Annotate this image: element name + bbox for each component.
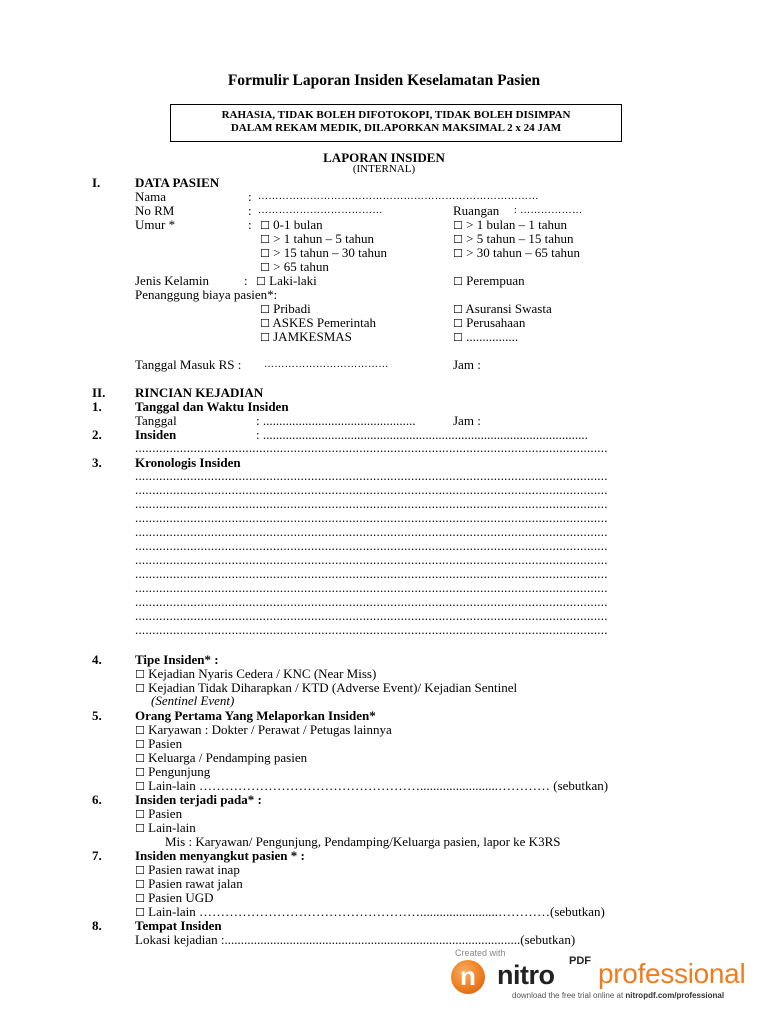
q1-number: 1. — [92, 399, 102, 414]
section-1-title: DATA PASIEN — [135, 175, 220, 190]
checkbox-icon[interactable]: ☐ — [260, 233, 270, 246]
kronologi-line[interactable]: ......................................................................................................................................... — [135, 483, 608, 497]
q6-number: 6. — [92, 792, 102, 807]
biaya-option-label: ASKES Pemerintah — [272, 315, 377, 330]
biaya-option-jamkesmas[interactable] — [260, 329, 352, 345]
kronologi-line[interactable]: ......................................................................................................................................... — [135, 469, 608, 483]
kronologi-line[interactable]: ......................................................................................................................................... — [135, 623, 608, 637]
biaya-option-label: JAMKESMAS — [273, 329, 352, 344]
q3-number: 3. — [92, 455, 102, 470]
nitro-logo-icon — [451, 960, 485, 994]
checkbox-icon[interactable]: ☐ — [135, 892, 145, 905]
umur-label: Umur * — [135, 217, 176, 232]
checkbox-icon[interactable]: ☐ — [260, 303, 270, 316]
checkbox-icon[interactable]: ☐ — [260, 317, 270, 330]
q5-option-label: Pasien — [148, 736, 183, 751]
penanggung-biaya-label: Penanggung biaya pasien*: — [135, 287, 278, 302]
checkbox-icon[interactable]: ☐ — [135, 906, 145, 919]
q2-title: Insiden — [135, 427, 177, 442]
ruangan-label: Ruangan — [453, 203, 500, 218]
nama-field[interactable]: ……………………………………………………………………… — [258, 191, 539, 202]
checkbox-icon[interactable]: ☐ — [135, 738, 145, 751]
tanggal-masuk-label: Tanggal Masuk RS : — [135, 357, 242, 372]
nama-colon: : — [248, 189, 252, 204]
umur-colon: : — [248, 217, 252, 232]
q7-option-label: Pasien rawat inap — [148, 862, 240, 877]
checkbox-icon[interactable]: ☐ — [135, 822, 145, 835]
q5-number: 5. — [92, 708, 102, 723]
kronologi-line[interactable]: ......................................................................................................................................... — [135, 539, 608, 553]
kronologi-line[interactable]: ......................................................................................................................................... — [135, 595, 608, 609]
nama-label: Nama — [135, 189, 167, 204]
notice-line-2: DALAM REKAM MEDIK, DILAPORKAN MAKSIMAL 2 x 24 JAM — [230, 122, 562, 134]
q7-option-label: Pasien rawat jalan — [148, 876, 243, 891]
umur-option-label: > 5 tahun – 15 tahun — [466, 231, 574, 246]
checkbox-icon[interactable]: ☐ — [453, 233, 463, 246]
no-rm-label: No RM — [135, 203, 175, 218]
kronologi-line[interactable]: ......................................................................................................................................... — [135, 511, 608, 525]
checkbox-icon[interactable]: ☐ — [135, 752, 145, 765]
checkbox-icon[interactable]: ☐ — [453, 331, 463, 344]
kronologi-line[interactable]: ......................................................................................................................................... — [135, 525, 608, 539]
kronologi-line[interactable]: ......................................................................................................................................... — [135, 609, 608, 623]
q1-tanggal-label: Tanggal — [135, 413, 177, 428]
q4-option-label: Kejadian Tidak Diharapkan / KTD (Adverse Event)/ Kejadian Sentinel — [148, 680, 518, 695]
tanggal-masuk-field[interactable]: ……………………………… — [264, 359, 389, 370]
report-heading: LAPORAN INSIDEN — [323, 150, 445, 165]
q6-option-label: Lain-lain — [148, 820, 196, 835]
download-trial-label: download the free trial online at — [512, 991, 624, 1000]
q8-title: Tempat Insiden — [135, 918, 222, 933]
q7-option-label: Lain-lain ……………………………………………........................…………(sebutkan) — [148, 904, 605, 919]
q5-option-label: Keluarga / Pendamping pasien — [148, 750, 308, 765]
report-subheading: (INTERNAL) — [352, 163, 416, 175]
umur-option-label: > 30 tahun – 65 tahun — [466, 245, 580, 260]
created-with-text: Created with — [455, 948, 506, 958]
q2-number: 2. — [92, 427, 102, 442]
q7-option-label: Pasien UGD — [148, 890, 214, 905]
umur-option-30-65-tahun[interactable] — [453, 245, 580, 261]
checkbox-icon[interactable]: ☐ — [135, 724, 145, 737]
kronologi-line[interactable]: ......................................................................................................................................... — [135, 497, 608, 511]
checkbox-icon[interactable]: ☐ — [453, 275, 463, 288]
q4-option-label: Kejadian Nyaris Cedera / KNC (Near Miss) — [148, 666, 377, 681]
q6-example-note: Mis : Karyawan/ Pengunjung, Pendamping/Keluarga pasien, lapor ke K3RS — [165, 834, 561, 849]
biaya-option-label: Perusahaan — [466, 315, 526, 330]
q5-option-label: Karyawan : Dokter / Perawat / Petugas lainnya — [148, 722, 392, 737]
kronologi-line[interactable]: ......................................................................................................................................... — [135, 581, 608, 595]
checkbox-icon[interactable]: ☐ — [135, 808, 145, 821]
q4-number: 4. — [92, 652, 102, 667]
pdf-superscript: PDF — [569, 955, 591, 967]
nitro-logo-letter: n — [460, 961, 476, 991]
jk-option-label: Laki-laki — [269, 273, 317, 288]
q1-tanggal-field[interactable]: : ............................................... — [256, 413, 416, 428]
q1-title: Tanggal dan Waktu Insiden — [135, 399, 289, 414]
nitro-wordmark: nitro — [497, 960, 555, 990]
section-2-title: RINCIAN KEJADIAN — [135, 385, 264, 400]
biaya-option-lainnya[interactable] — [453, 329, 518, 345]
jam-masuk-label[interactable]: Jam : — [453, 357, 481, 372]
jk-option-label: Perempuan — [466, 273, 525, 288]
jenis-kelamin-label: Jenis Kelamin — [135, 273, 210, 288]
umur-option-label: > 65 tahun — [273, 259, 329, 274]
checkbox-icon[interactable]: ☐ — [135, 766, 145, 779]
q5-option-label: Pengunjung — [148, 764, 211, 779]
nitro-pdf-watermark — [448, 946, 764, 1006]
q6-option-label: Pasien — [148, 806, 183, 821]
checkbox-icon[interactable]: ☐ — [260, 331, 270, 344]
q3-title: Kronologis Insiden — [135, 455, 241, 470]
q7-number: 7. — [92, 848, 102, 863]
professional-wordmark: professional — [598, 958, 746, 989]
q5-title: Orang Pertama Yang Melaporkan Insiden* — [135, 708, 376, 723]
download-trial-text — [512, 991, 724, 1000]
umur-option-label: > 15 tahun – 30 tahun — [273, 245, 387, 260]
checkbox-icon[interactable]: ☐ — [256, 275, 266, 288]
checkbox-icon[interactable]: ☐ — [135, 864, 145, 877]
q8-lokasi-field[interactable]: Lokasi kejadian :...........................................................................................(sebutkan) — [135, 932, 576, 947]
umur-option-label: 0-1 bulan — [273, 217, 323, 232]
biaya-option-label: ................ — [466, 329, 519, 344]
biaya-option-label: Pribadi — [273, 301, 311, 316]
jk-option-perempuan[interactable] — [453, 273, 525, 289]
biaya-option-label: Asuransi Swasta — [465, 301, 552, 316]
checkbox-icon[interactable]: ☐ — [453, 219, 463, 232]
checkbox-icon[interactable]: ☐ — [135, 668, 145, 681]
checkbox-icon[interactable]: ☐ — [453, 247, 463, 260]
umur-option-label: > 1 tahun – 5 tahun — [273, 231, 374, 246]
q2-field[interactable]: : .................................................................................................... — [256, 427, 588, 442]
q2-continuation-line[interactable]: ......................................................................................................................................... — [135, 441, 608, 455]
download-trial-url[interactable]: nitropdf.com/professional — [625, 991, 725, 1000]
no-rm-colon: : — [248, 203, 252, 218]
form-title: Formulir Laporan Insiden Keselamatan Pasien — [227, 72, 541, 89]
umur-option-label: > 1 bulan – 1 tahun — [466, 217, 567, 232]
notice-line-1: RAHASIA, TIDAK BOLEH DIFOTOKOPI, TIDAK BOLEH DISIMPAN — [221, 109, 571, 121]
q6-title: Insiden terjadi pada* : — [135, 792, 262, 807]
checkbox-icon[interactable]: ☐ — [260, 219, 270, 232]
section-2-number: II. — [92, 385, 106, 400]
q5-option-label: Lain-lain ……………………………………………........................………… (sebutkan) — [148, 778, 609, 793]
checkbox-icon[interactable]: ☐ — [453, 303, 463, 316]
checkbox-icon[interactable]: ☐ — [135, 780, 145, 793]
checkbox-icon[interactable]: ☐ — [135, 878, 145, 891]
q8-number: 8. — [92, 918, 102, 933]
jenis-kelamin-colon: : — [244, 273, 248, 288]
section-1-number: I. — [92, 175, 101, 190]
q7-title: Insiden menyangkut pasien * : — [135, 848, 305, 863]
kronologi-line[interactable]: ......................................................................................................................................... — [135, 567, 608, 581]
checkbox-icon[interactable]: ☐ — [260, 247, 270, 260]
checkbox-icon[interactable]: ☐ — [453, 317, 463, 330]
confidential-notice-box — [170, 104, 622, 142]
ruangan-field[interactable]: : ……………… — [514, 205, 583, 216]
q4-option-ktd-continuation: (Sentinel Event) — [151, 693, 235, 708]
kronologi-line[interactable]: ......................................................................................................................................... — [135, 553, 608, 567]
q4-title: Tipe Insiden* : — [135, 652, 219, 667]
checkbox-icon[interactable]: ☐ — [135, 682, 145, 695]
no-rm-field[interactable]: ……………………………… — [258, 205, 383, 216]
q1-jam-field[interactable]: Jam : — [453, 413, 481, 428]
checkbox-icon[interactable]: ☐ — [260, 261, 270, 274]
